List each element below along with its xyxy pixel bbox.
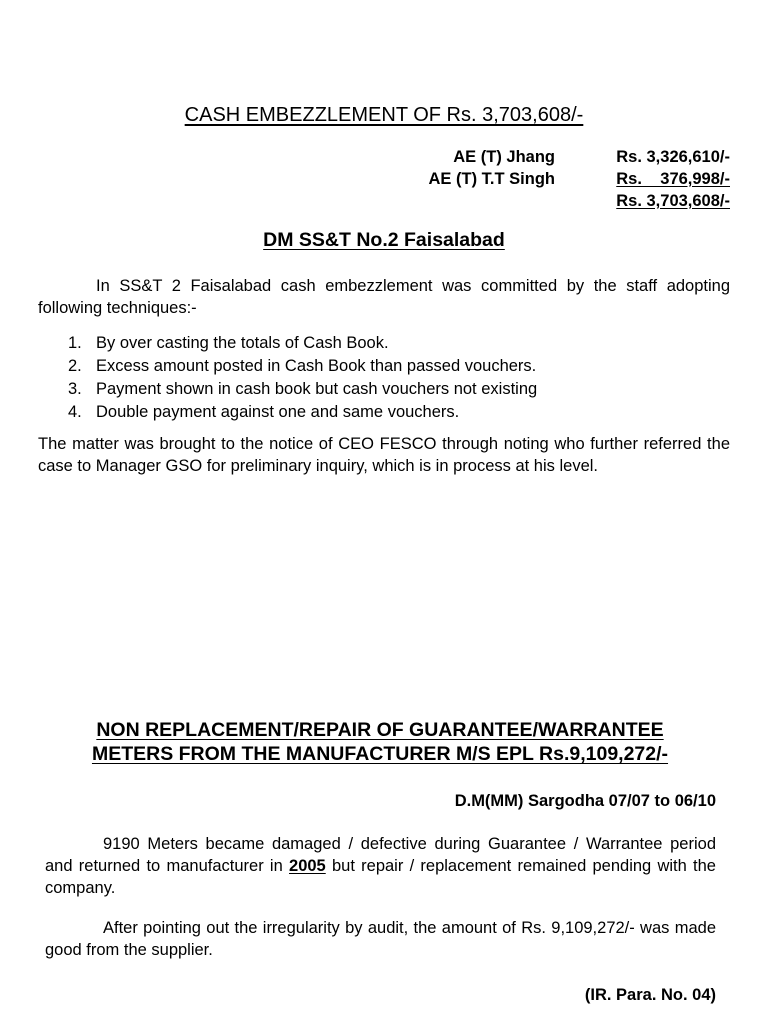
year-highlight: 2005: [289, 857, 326, 875]
list-item: [38, 401, 730, 424]
amount-row-total: [330, 190, 730, 212]
section1-subtitle: DM SS&T No.2 Faisalabad: [263, 229, 505, 251]
ir-para-reference: (IR. Para. No. 04): [584, 986, 716, 1004]
list-number: 1.: [68, 334, 82, 352]
list-text: Double payment against one and same vouchers.: [96, 403, 460, 421]
list-text: Payment shown in cash book but cash vouchers not existing: [96, 380, 538, 398]
section2-title-line1: NON REPLACEMENT/REPAIR OF GUARANTEE/WARRANTEE: [96, 719, 664, 741]
list-item: [38, 355, 730, 378]
recovery-paragraph: After pointing out the irregularity by audit, the amount of Rs. 9,109,272/- was made good from the supplier.: [45, 919, 716, 959]
list-number: 3.: [68, 380, 82, 398]
section2-title-line2: METERS FROM THE MANUFACTURER M/S EPL Rs.9,109,272/-: [91, 743, 669, 765]
amount-value: Rs. 376,998/-: [616, 170, 730, 188]
matter-paragraph: The matter was brought to the notice of CEO FESCO through noting who further referred the case to Manager GSO for preliminary inquiry, which is in process at his level.: [38, 435, 730, 475]
list-number: 4.: [68, 403, 82, 421]
list-number: 2.: [68, 357, 82, 375]
list-text: Excess amount posted in Cash Book than passed vouchers.: [96, 357, 537, 375]
amount-total: Rs. 3,703,608/-: [616, 192, 730, 210]
technique-list: [38, 332, 730, 424]
amount-value: Rs. 3,326,610/-: [616, 148, 730, 166]
amount-label: AE (T) Jhang: [453, 148, 555, 166]
list-item: [38, 378, 730, 401]
meters-text-after: but repair / replacement remained pending with the company.: [45, 857, 716, 897]
amount-label: AE (T) T.T Singh: [428, 170, 555, 188]
intro-paragraph: In SS&T 2 Faisalabad cash embezzlement was committed by the staff adopting following techniques:-: [38, 277, 730, 317]
amount-row-ttsingh: [330, 168, 730, 190]
meters-text-before: 9190 Meters became damaged / defective during Guarantee / Warrantee period and returned to manufacturer in: [45, 835, 716, 875]
meters-paragraph: [45, 833, 716, 899]
amount-row-jhang: [330, 146, 730, 168]
list-item: [38, 332, 730, 355]
list-text: By over casting the totals of Cash Book.: [96, 334, 389, 352]
office-period: D.M(MM) Sargodha 07/07 to 06/10: [454, 792, 716, 810]
section1-title: CASH EMBEZZLEMENT OF Rs. 3,703,608/-: [184, 104, 584, 126]
